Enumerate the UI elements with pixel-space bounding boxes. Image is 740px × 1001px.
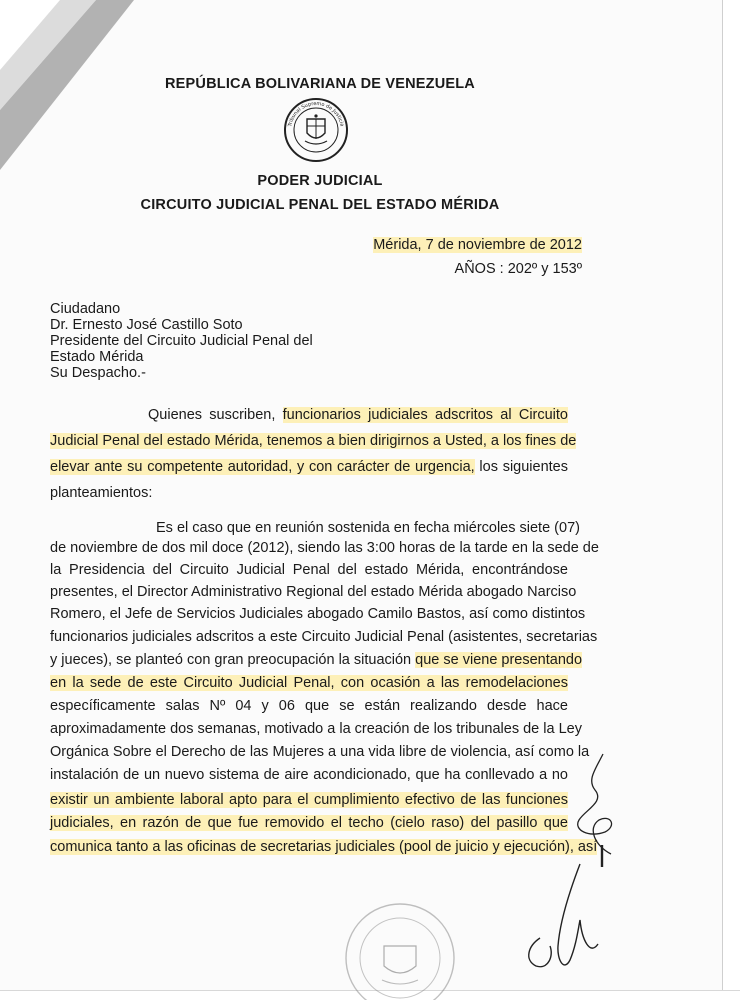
body-line: de noviembre de dos mil doce (2012), siendo las 3:00 horas de la tarde en la sede de [50, 540, 599, 556]
body-line: elevar ante su competente autoridad, y con carácter de urgencia, los siguientes [50, 459, 568, 475]
date-line [330, 237, 582, 253]
highlighted-text: elevar ante su competente autoridad, y con carácter de urgencia, [50, 459, 475, 475]
body-line [50, 813, 568, 833]
header-branch: PODER JUDICIAL [257, 173, 383, 189]
handwritten-signature [520, 860, 620, 985]
addressee-salutation: Ciudadano [50, 301, 121, 317]
official-stamp-faded [322, 900, 472, 1000]
body-line: específicamente salas Nº 04 y 06 que se están realizando desde hace [50, 698, 568, 714]
highlighted-text: en la sede de este Circuito Judicial Penal, con ocasión a las remodelaciones [50, 675, 568, 691]
body-line: Quienes suscriben, funcionarios judiciales adscritos al Circuito [148, 407, 568, 423]
addressee-title: Presidente del Circuito Judicial Penal del [50, 333, 313, 349]
header-circuit: CIRCUITO JUDICIAL PENAL DEL ESTADO MÉRIDA [140, 197, 500, 213]
addressee-state: Estado Mérida [50, 349, 144, 365]
highlighted-text: comunica tanto a las oficinas de secretarias judiciales (pool de juicio y ejecución), así [50, 839, 598, 855]
body-line [50, 837, 598, 857]
body-line: aproximadamente dos semanas, motivado a la creación de los tribunales de la Ley [50, 721, 582, 737]
body-line: funcionarios judiciales adscritos a este Circuito Judicial Penal (asistentes, secretarias [50, 629, 598, 645]
handwritten-initial [565, 750, 625, 860]
tsj-seal [283, 97, 349, 163]
highlighted-text: funcionarios judiciales adscritos al Circuito [282, 407, 568, 423]
body-line [50, 673, 568, 693]
body-line [50, 790, 568, 810]
highlighted-text: Judicial Penal del estado Mérida, tenemos a bien dirigirnos a Usted, a los fines de [50, 433, 577, 449]
highlighted-text: existir un ambiente laboral apto para el cumplimiento efectivo de las funciones [50, 792, 568, 808]
body-line [50, 431, 577, 451]
header-republic: REPÚBLICA BOLIVARIANA DE VENEZUELA [165, 76, 475, 92]
body-line: y jueces), se planteó con gran preocupación la situación que se viene presentando [50, 652, 583, 668]
page-right-edge [722, 0, 740, 1001]
seal-text: Tribunal Supremo de Justicia [287, 100, 345, 128]
body-line: presentes, el Director Administrativo Regional del estado Mérida abogado Narciso [50, 584, 577, 600]
body-line: Orgánica Sobre el Derecho de las Mujeres a una vida libre de violencia, así como la [50, 744, 590, 760]
years-line: AÑOS : 202º y 153º [454, 261, 582, 277]
body-line: la Presidencia del Circuito Judicial Penal del estado Mérida, encontrándose [50, 562, 568, 578]
highlighted-text: judiciales, en razón de que fue removido el techo (cielo raso) del pasillo que [50, 815, 568, 831]
body-line: instalación de un nuevo sistema de aire acondicionado, que ha conllevado a no [50, 767, 568, 783]
body-line: Es el caso que en reunión sostenida en fecha miércoles siete (07) [156, 520, 580, 536]
addressee-office: Su Despacho.- [50, 365, 146, 381]
highlighted-text: que se viene presentando [415, 652, 583, 668]
date-text: Mérida, 7 de noviembre de 2012 [373, 237, 582, 253]
addressee-name: Dr. Ernesto José Castillo Soto [50, 317, 243, 333]
body-line: Romero, el Jefe de Servicios Judiciales abogado Camilo Bastos, así como distintos [50, 606, 586, 622]
body-line: planteamientos: [50, 485, 153, 501]
